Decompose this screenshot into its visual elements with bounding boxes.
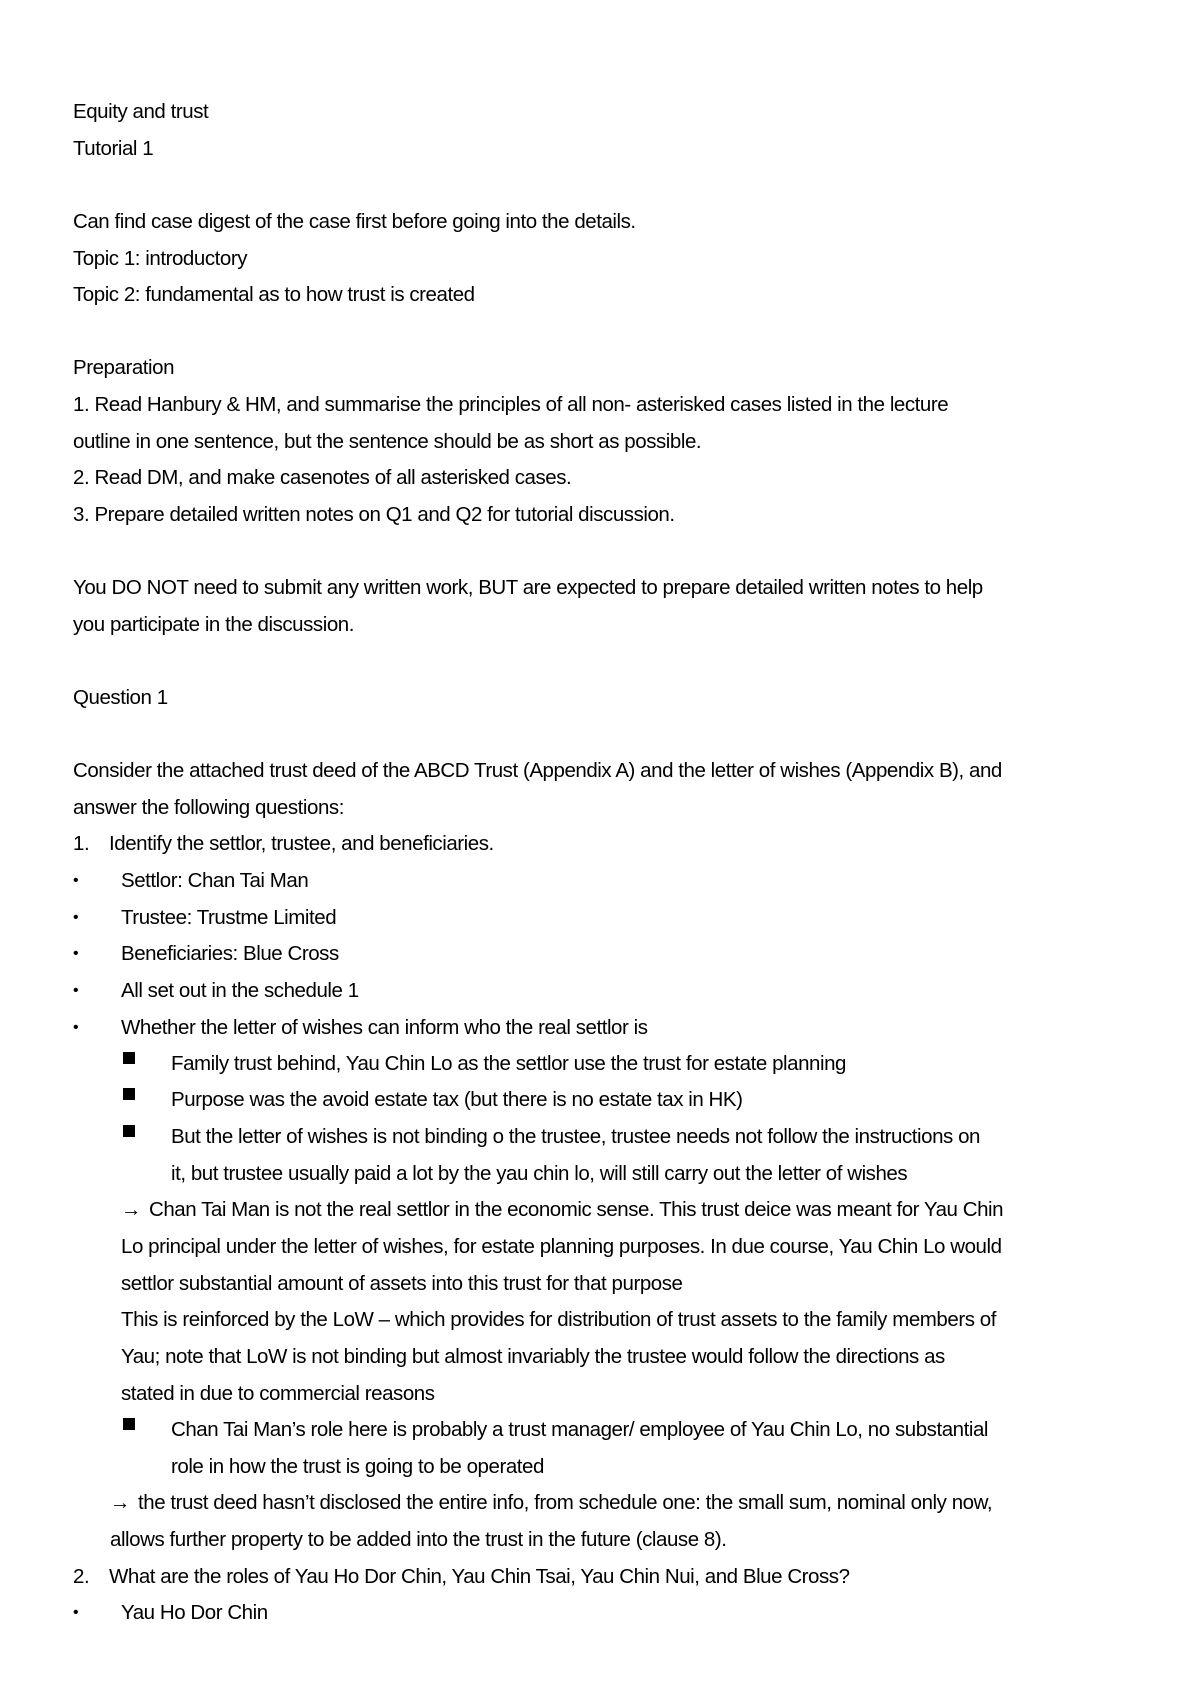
role-item-cont: role in how the trust is going to be operated	[171, 1455, 544, 1478]
arrow-icon: →	[110, 1491, 131, 1514]
bullet-icon: •	[73, 982, 79, 999]
schedule-item: All set out in the schedule 1	[121, 979, 359, 1002]
analysis-line-2: Lo principal under the letter of wishes, for estate planning purposes. In due course, Yau Chin Lo would	[121, 1235, 1002, 1258]
question-1-prompt-cont: answer the following questions:	[73, 796, 344, 819]
sub-question-1	[73, 831, 494, 857]
sub-question-2-number: 2.	[73, 1565, 90, 1588]
preparation-item-2: 2. Read DM, and make casenotes of all asterisked cases.	[73, 466, 572, 489]
bullet-icon: •	[73, 909, 79, 926]
notice: You DO NOT need to submit any written work, BUT are expected to prepare detailed written notes to help	[73, 576, 983, 599]
square-bullet-icon	[123, 1052, 135, 1064]
sub-question-1-number: 1.	[73, 832, 90, 855]
bullet-icon: •	[73, 1604, 79, 1621]
reinforced-line-1: This is reinforced by the LoW – which provides for distribution of trust assets to the family members of	[121, 1308, 996, 1331]
not-binding-item: But the letter of wishes is not binding o the trustee, trustee needs not follow the instructions on	[171, 1125, 980, 1148]
sub-question-2	[73, 1564, 850, 1590]
reinforced-line-2: Yau; note that LoW is not binding but almost invariably the trustee would follow the directions as	[121, 1345, 945, 1368]
preparation-item-1: 1. Read Hanbury & HM, and summarise the principles of all non- asterisked cases listed in the lecture	[73, 393, 949, 416]
sub-question-2-text: What are the roles of Yau Ho Dor Chin, Yau Chin Tsai, Yau Chin Nui, and Blue Cross?	[109, 1565, 850, 1588]
preparation-item-3: 3. Prepare detailed written notes on Q1 and Q2 for tutorial discussion.	[73, 503, 675, 526]
topic-1: Topic 1: introductory	[73, 247, 247, 270]
role-item: Chan Tai Man’s role here is probably a trust manager/ employee of Yau Chin Lo, no substantial	[171, 1418, 988, 1441]
deed-line-1: → the trust deed hasn’t disclosed the entire info, from schedule one: the small sum, nominal only now,	[110, 1491, 993, 1514]
sub-question-1-text: Identify the settlor, trustee, and beneficiaries.	[109, 832, 494, 855]
letter-of-wishes-item: Whether the letter of wishes can inform who the real settlor is	[121, 1016, 648, 1039]
beneficiaries-item: Beneficiaries: Blue Cross	[121, 942, 339, 965]
arrow-icon: →	[121, 1198, 142, 1221]
bullet-icon: •	[73, 1019, 79, 1036]
reinforced-line-3: stated in due to commercial reasons	[121, 1382, 435, 1405]
bullet-icon: •	[73, 872, 79, 889]
question-1-heading: Question 1	[73, 686, 168, 709]
notice-cont: you participate in the discussion.	[73, 613, 354, 636]
intro-note: Can find case digest of the case first before going into the details.	[73, 210, 636, 233]
family-trust-item: Family trust behind, Yau Chin Lo as the settlor use the trust for estate planning	[171, 1052, 846, 1075]
square-bullet-icon	[123, 1088, 135, 1100]
analysis-line-3: settlor substantial amount of assets into this trust for that purpose	[121, 1272, 683, 1295]
analysis-line-1: → Chan Tai Man is not the real settlor in the economic sense. This trust deice was meant for Yau Chin	[121, 1198, 1004, 1221]
bullet-icon: •	[73, 945, 79, 962]
document-title: Equity and trust	[73, 100, 209, 123]
preparation-heading: Preparation	[73, 356, 175, 379]
trustee-item: Trustee: Trustme Limited	[121, 906, 337, 929]
not-binding-item-cont: it, but trustee usually paid a lot by the yau chin lo, will still carry out the letter of wishes	[171, 1162, 908, 1185]
topic-2: Topic 2: fundamental as to how trust is created	[73, 283, 475, 306]
deed-line-2: allows further property to be added into the trust in the future (clause 8).	[110, 1528, 727, 1551]
preparation-item-1-cont: outline in one sentence, but the sentence should be as short as possible.	[73, 430, 702, 453]
square-bullet-icon	[123, 1418, 135, 1430]
yau-ho-dor-chin-item: Yau Ho Dor Chin	[121, 1601, 268, 1624]
question-1-prompt: Consider the attached trust deed of the ABCD Trust (Appendix A) and the letter of wishes (Appendix B), and	[73, 759, 1002, 782]
document-subtitle: Tutorial 1	[73, 137, 154, 160]
settlor-item: Settlor: Chan Tai Man	[121, 869, 309, 892]
square-bullet-icon	[123, 1125, 135, 1137]
estate-tax-item: Purpose was the avoid estate tax (but there is no estate tax in HK)	[171, 1088, 743, 1111]
